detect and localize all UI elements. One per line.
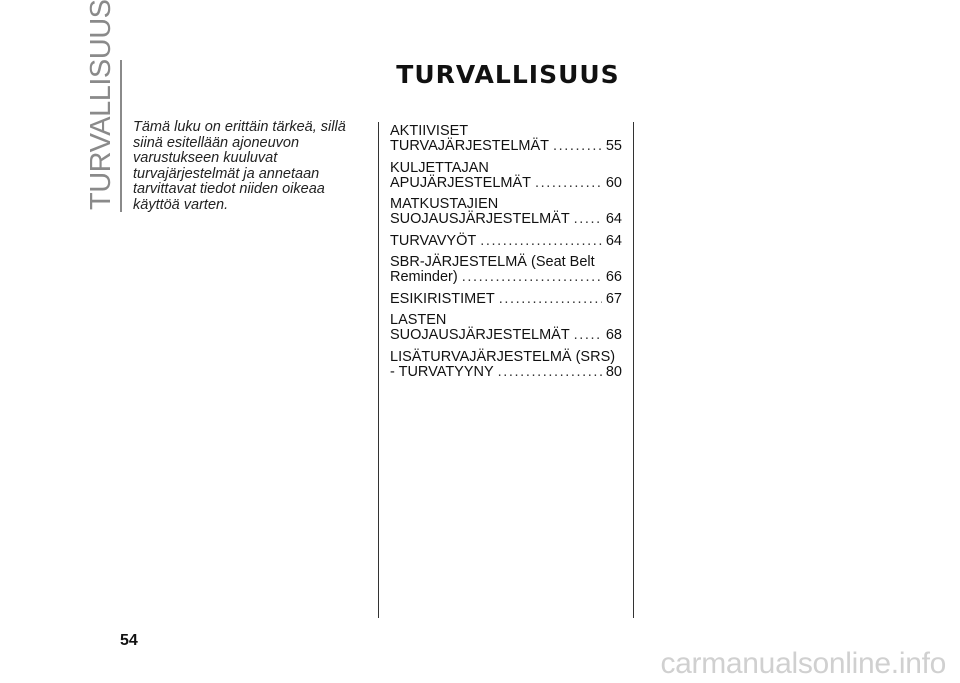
page-number: 54 bbox=[120, 632, 138, 649]
toc-entry-turvavyot[interactable] bbox=[390, 234, 622, 249]
watermark-text: carmanualsonline.info bbox=[660, 647, 946, 680]
toc-entry-line1: MATKUSTAJIEN bbox=[390, 196, 499, 212]
section-tab-label: TURVALLISUUS bbox=[85, 0, 117, 210]
section-tab-rule bbox=[120, 60, 122, 212]
toc-entry-aktiiviset[interactable] bbox=[390, 124, 622, 154]
toc-entry-line2: SUOJAUSJÄRJESTELMÄT bbox=[390, 211, 570, 227]
toc-entry-line2: TURVAVYÖT bbox=[390, 232, 477, 249]
toc-page-number: 64 bbox=[605, 232, 622, 249]
toc-leader-dots bbox=[535, 176, 602, 191]
toc-entry-line2: TURVAJÄRJESTELMÄT bbox=[390, 138, 549, 154]
intro-text: Tämä luku on erittäin tärkeä, sillä siinä esitellään ajoneuvon varustukseen kuuluvat turvajärjestelmät ja annetaan tarvittavat tiedot niiden oikeaa käyttöä varten. bbox=[133, 119, 346, 213]
toc-entry-line1: AKTIIVISET bbox=[390, 123, 469, 139]
toc-entry-sbr[interactable] bbox=[390, 255, 622, 285]
toc-leader-dots bbox=[574, 212, 602, 227]
toc-leader-dots bbox=[480, 234, 602, 249]
toc-entry-line2: APUJÄRJESTELMÄT bbox=[390, 174, 531, 191]
toc-entry-line1: LASTEN bbox=[390, 312, 447, 328]
toc-leader-dots bbox=[498, 365, 602, 380]
toc-page-number: 66 bbox=[605, 269, 622, 285]
toc-entry-line2: - TURVATYYNY bbox=[390, 363, 494, 380]
column-divider-left bbox=[378, 122, 379, 618]
toc-page-number: 67 bbox=[605, 290, 622, 307]
toc-leader-dots bbox=[499, 292, 602, 307]
toc-entry-line2: SUOJAUSJÄRJESTELMÄT bbox=[390, 327, 570, 343]
toc-entry-line2: ESIKIRISTIMET bbox=[390, 290, 495, 307]
toc-entry-line1: LISÄTURVAJÄRJESTELMÄ (SRS) bbox=[390, 348, 616, 365]
toc-entry-srs[interactable] bbox=[390, 350, 622, 380]
toc-page-number: 80 bbox=[605, 363, 622, 380]
toc-leader-dots bbox=[553, 139, 602, 154]
toc-leader-dots bbox=[574, 328, 602, 343]
toc-entry-line1: SBR-JÄRJESTELMÄ (Seat Belt bbox=[390, 254, 595, 270]
toc-entry-line1: KULJETTAJAN bbox=[390, 159, 489, 176]
toc-entry-kuljettajan[interactable] bbox=[390, 161, 622, 191]
toc-page-number: 60 bbox=[605, 174, 622, 191]
column-divider-right bbox=[633, 122, 634, 618]
toc-entry-lasten[interactable] bbox=[390, 313, 622, 343]
toc-entry-esikiristimet[interactable] bbox=[390, 292, 622, 307]
toc-leader-dots bbox=[462, 270, 602, 285]
page-title: TURVALLISUUS bbox=[396, 60, 620, 89]
table-of-contents bbox=[390, 124, 622, 386]
toc-page-number: 68 bbox=[605, 327, 622, 343]
toc-entry-line2: Reminder) bbox=[390, 269, 458, 285]
toc-page-number: 64 bbox=[605, 211, 622, 227]
toc-page-number: 55 bbox=[605, 138, 622, 154]
toc-entry-matkustajien[interactable] bbox=[390, 197, 622, 227]
